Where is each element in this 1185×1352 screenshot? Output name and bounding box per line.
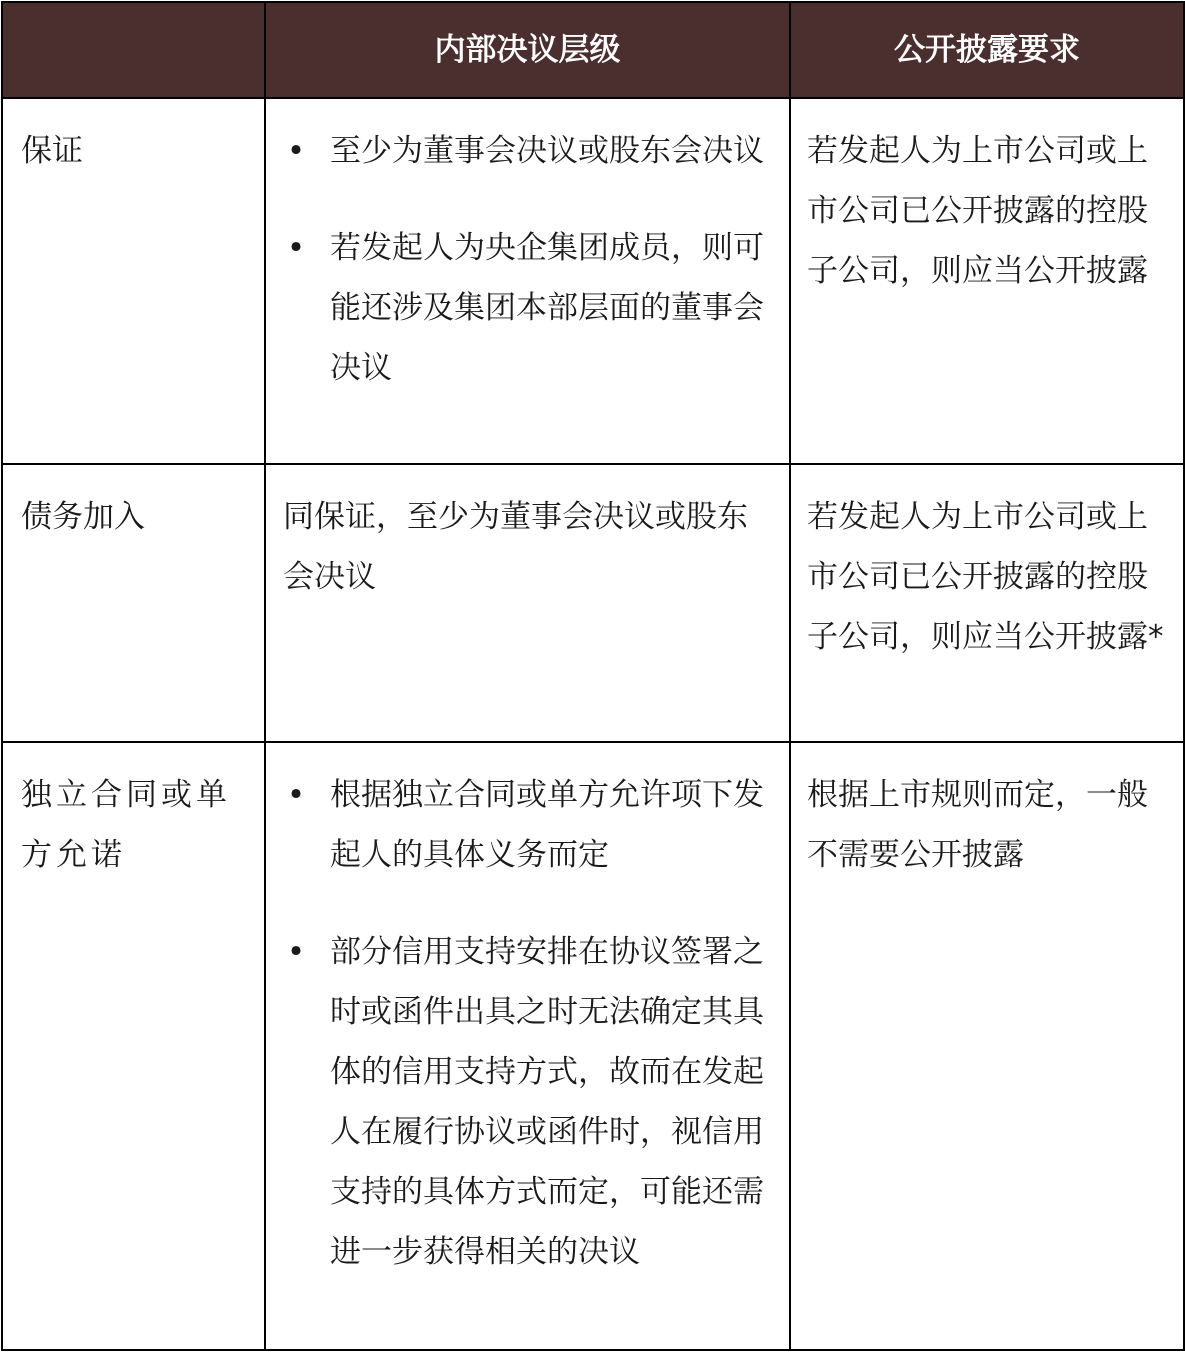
table-row [2, 98, 1184, 464]
type-cell: 独立合同或单方允诺 [2, 742, 265, 1350]
header-type-column [2, 2, 265, 98]
bullet-icon: • [286, 777, 306, 813]
table-header [2, 2, 1184, 98]
header-public-disclosure: 公开披露要求 [790, 2, 1184, 98]
list-item-text: 部分信用支持安排在协议签署之时或函件出具之时无法确定其具体的信用支持方式，故而在发起人在履行协议或函件时，视信用支持的具体方式而定，可能还需进一步获得相关的决议 [330, 934, 764, 1270]
list-item [266, 765, 779, 885]
table-row [2, 742, 1184, 1350]
disclosure-cell: 若发起人为上市公司或上市公司已公开披露的控股子公司，则应当公开披露* [790, 464, 1184, 742]
header-row [2, 2, 1184, 98]
bullet-icon: • [286, 934, 306, 970]
internal-resolution-cell: 同保证，至少为董事会决议或股东会决议 [265, 464, 790, 742]
list-item-text: 根据独立合同或单方允许项下发起人的具体义务而定 [330, 777, 764, 873]
credit-support-table [1, 1, 1185, 1351]
list-item-text: 若发起人为央企集团成员，则可能还涉及集团本部层面的董事会决议 [330, 230, 764, 386]
list-item [266, 121, 779, 181]
type-cell: 保证 [2, 98, 265, 464]
disclosure-cell: 根据上市规则而定，一般不需要公开披露 [790, 742, 1184, 1350]
disclosure-cell: 若发起人为上市公司或上市公司已公开披露的控股子公司，则应当公开披露 [790, 98, 1184, 464]
bullet-icon: • [286, 133, 306, 169]
internal-resolution-cell [265, 98, 790, 464]
table-body [2, 98, 1184, 1350]
header-internal-resolution: 内部决议层级 [265, 2, 790, 98]
type-cell: 债务加入 [2, 464, 265, 742]
table-row [2, 464, 1184, 742]
bullet-list [266, 121, 779, 398]
list-item [266, 218, 779, 398]
list-item [266, 922, 779, 1282]
bullet-icon: • [286, 230, 306, 266]
bullet-list [266, 765, 779, 1282]
list-item-text: 至少为董事会决议或股东会决议 [330, 133, 764, 169]
internal-resolution-cell [265, 742, 790, 1350]
